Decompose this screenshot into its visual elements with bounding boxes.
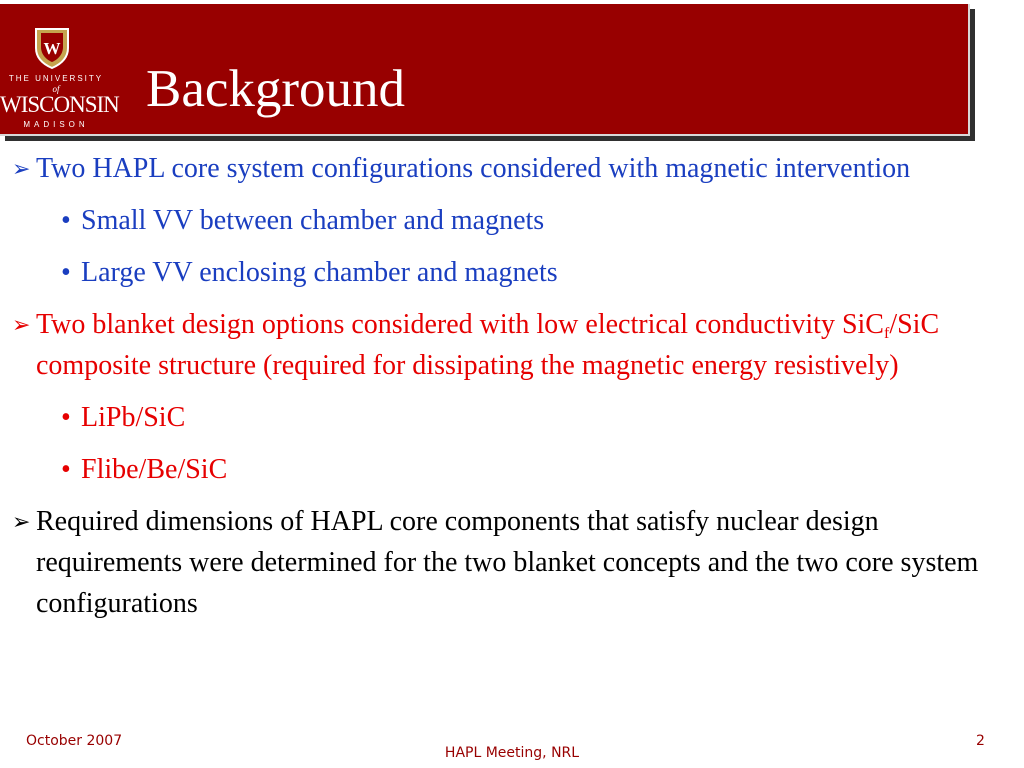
dot-bullet-icon: •: [61, 454, 71, 485]
slide-content: [0, 148, 1020, 624]
arrow-bullet-icon: ➢: [12, 156, 31, 181]
footer-event: HAPL Meeting, NRL: [444, 745, 580, 761]
bullet-required-dimensions: [0, 501, 1020, 624]
dot-bullet-icon: •: [61, 402, 71, 433]
title-banner: [0, 4, 970, 136]
crest-icon: [33, 26, 71, 70]
bullet-core-configurations: [0, 148, 1020, 189]
logo-line-madison: MADISON: [23, 120, 89, 129]
logo-line-of: of: [52, 84, 60, 94]
sub-bullet-small-vv: [0, 200, 1020, 241]
sub-bullet-large-vv: [0, 252, 1020, 293]
bullet-text-post: /SiC composite structure (required for dissipating the magnetic energy resistively): [36, 309, 940, 381]
bullet-blanket-options: [0, 304, 1020, 386]
uw-madison-logo: [0, 26, 119, 138]
bullet-text-pre: Two blanket design options considered with low electrical conductivity SiC: [36, 309, 884, 340]
dot-bullet-icon: •: [61, 205, 71, 236]
logo-line-wisconsin: WISCONSIN: [0, 92, 119, 117]
sub-bullet-lipb: [0, 397, 1020, 438]
sub-bullet-text: LiPb/SiC: [81, 402, 186, 433]
subscript-f: f: [883, 325, 890, 342]
sub-bullet-text: Small VV between chamber and magnets: [81, 205, 545, 236]
sub-bullet-flibe: [0, 449, 1020, 490]
footer-date: October 2007: [26, 733, 123, 749]
sub-bullet-text: Large VV enclosing chamber and magnets: [81, 257, 558, 288]
sub-bullet-text: Flibe/Be/SiC: [81, 454, 228, 485]
arrow-bullet-icon: ➢: [12, 312, 31, 337]
crest-letter: W: [43, 39, 61, 58]
dot-bullet-icon: •: [61, 257, 71, 288]
bullet-text: Two HAPL core system configurations considered with magnetic intervention: [36, 153, 911, 184]
bullet-text: Required dimensions of HAPL core components that satisfy nuclear design requirements were determined for the two blanket concepts and the two core system configurations: [36, 506, 979, 619]
logo-line-university: THE UNIVERSITY: [8, 74, 104, 83]
slide-number: 2: [976, 733, 985, 749]
page-title: Background: [146, 60, 406, 118]
arrow-bullet-icon: ➢: [12, 509, 31, 534]
